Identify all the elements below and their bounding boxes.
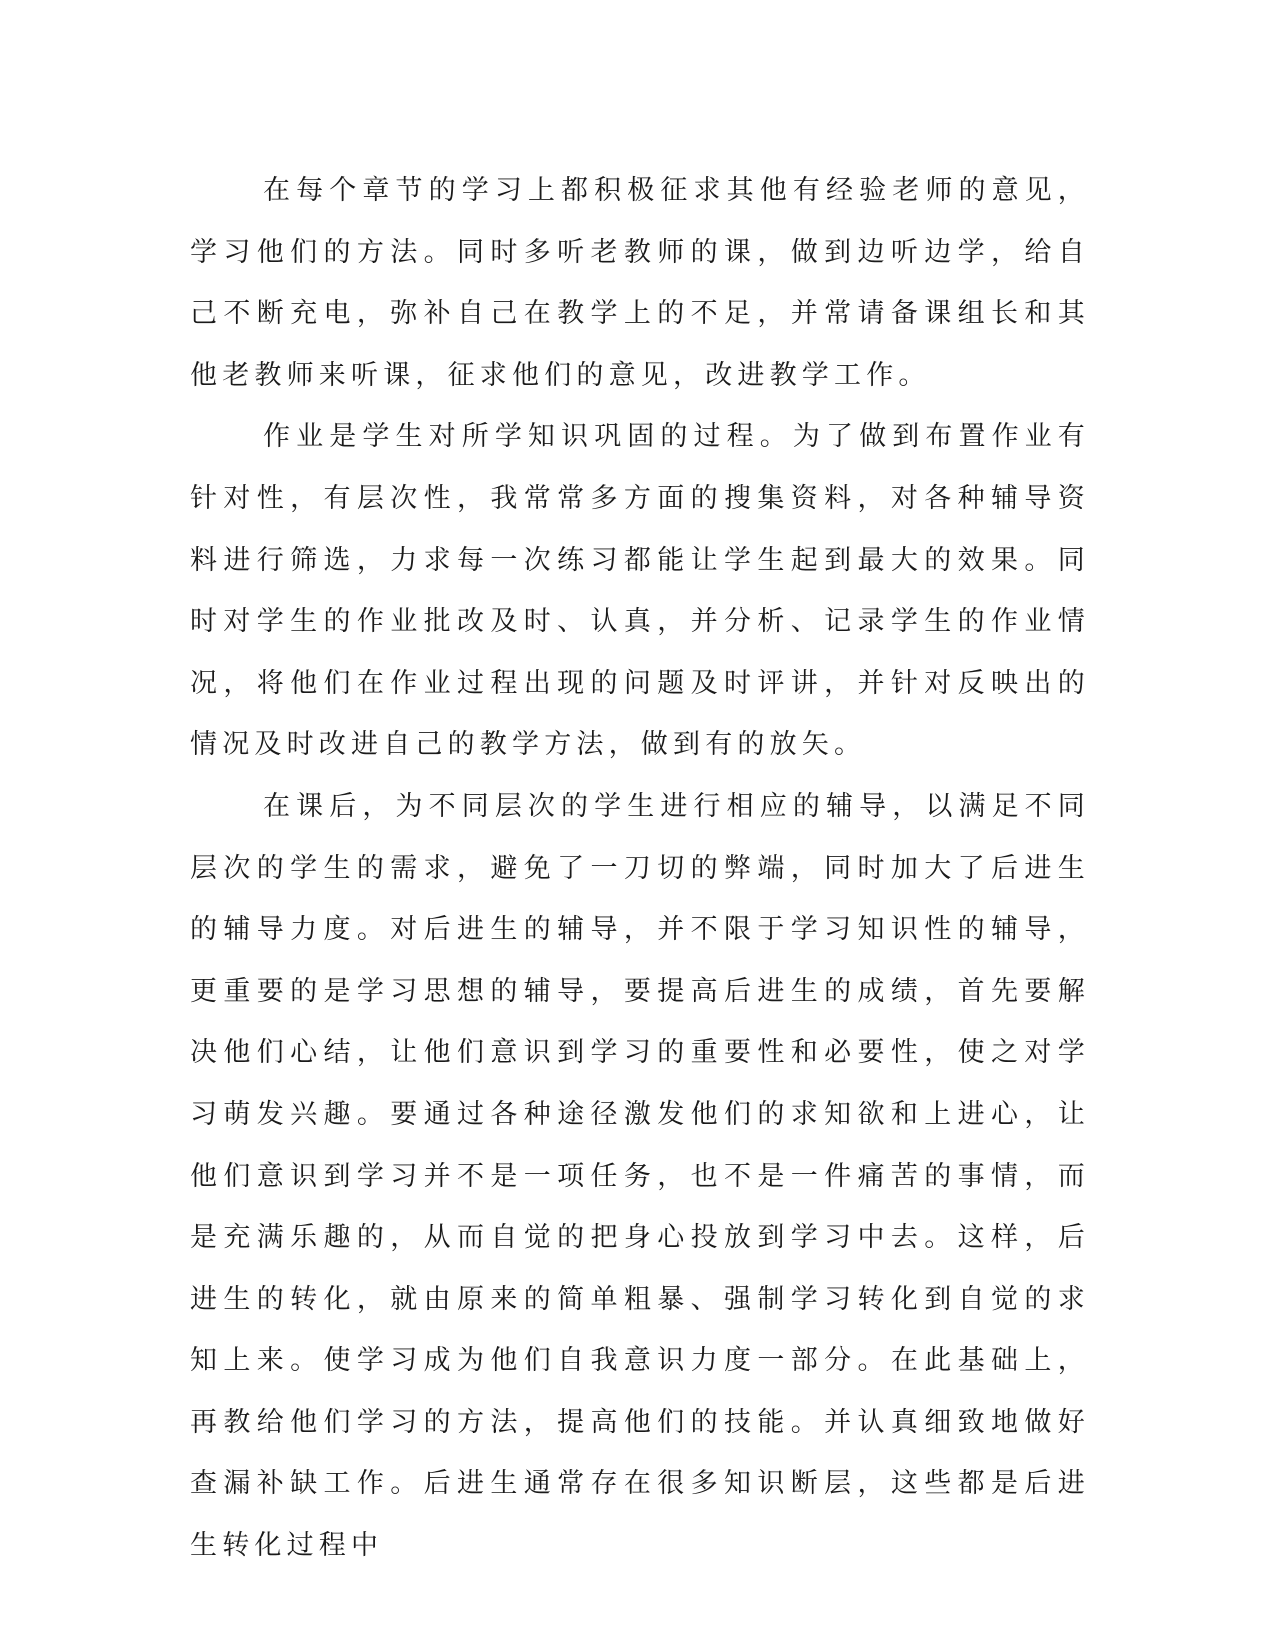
document-body [190,160,1090,1577]
paragraph-after-class-tutoring: 在课后，为不同层次的学生进行相应的辅导，以满足不同层次的学生的需求，避免了一刀切的弊端，同时加大了后进生的辅导力度。对后进生的辅导，并不限于学习知识性的辅导，更重要的是学习思想的辅导，要提高后进生的成绩，首先要解决他们心结，让他们意识到学习的重要性和必要性，使之对学习萌发兴趣。要通过各种途径激发他们的求知欲和上进心，让他们意识到学习并不是一项任务，也不是一件痛苦的事情，而是充满乐趣的，从而自觉的把身心投放到学习中去。这样，后进生的转化，就由原来的简单粗暴、强制学习转化到自觉的求知上来。使学习成为他们自我意识力度一部分。在此基础上，再教给他们学习的方法，提高他们的技能。并认真细致地做好查漏补缺工作。后进生通常存在很多知识断层，这些都是后进生转化过程中 [190,790,1090,1562]
paragraph-homework: 作业是学生对所学知识巩固的过程。为了做到布置作业有针对性，有层次性，我常常多方面的搜集资料，对各种辅导资料进行筛选，力求每一次练习都能让学生起到最大的效果。同时对学生的作业批改及时、认真，并分析、记录学生的作业情况，将他们在作业过程出现的问题及时评讲，并针对反映出的情况及时改进自己的教学方法，做到有的放矢。 [190,421,1090,761]
paragraph-teaching-advice: 在每个章节的学习上都积极征求其他有经验老师的意见，学习他们的方法。同时多听老教师的课，做到边听边学，给自己不断充电，弥补自己在教学上的不足，并常请备课组长和其他老教师来听课，征求他们的意见，改进教学工作。 [190,175,1090,391]
